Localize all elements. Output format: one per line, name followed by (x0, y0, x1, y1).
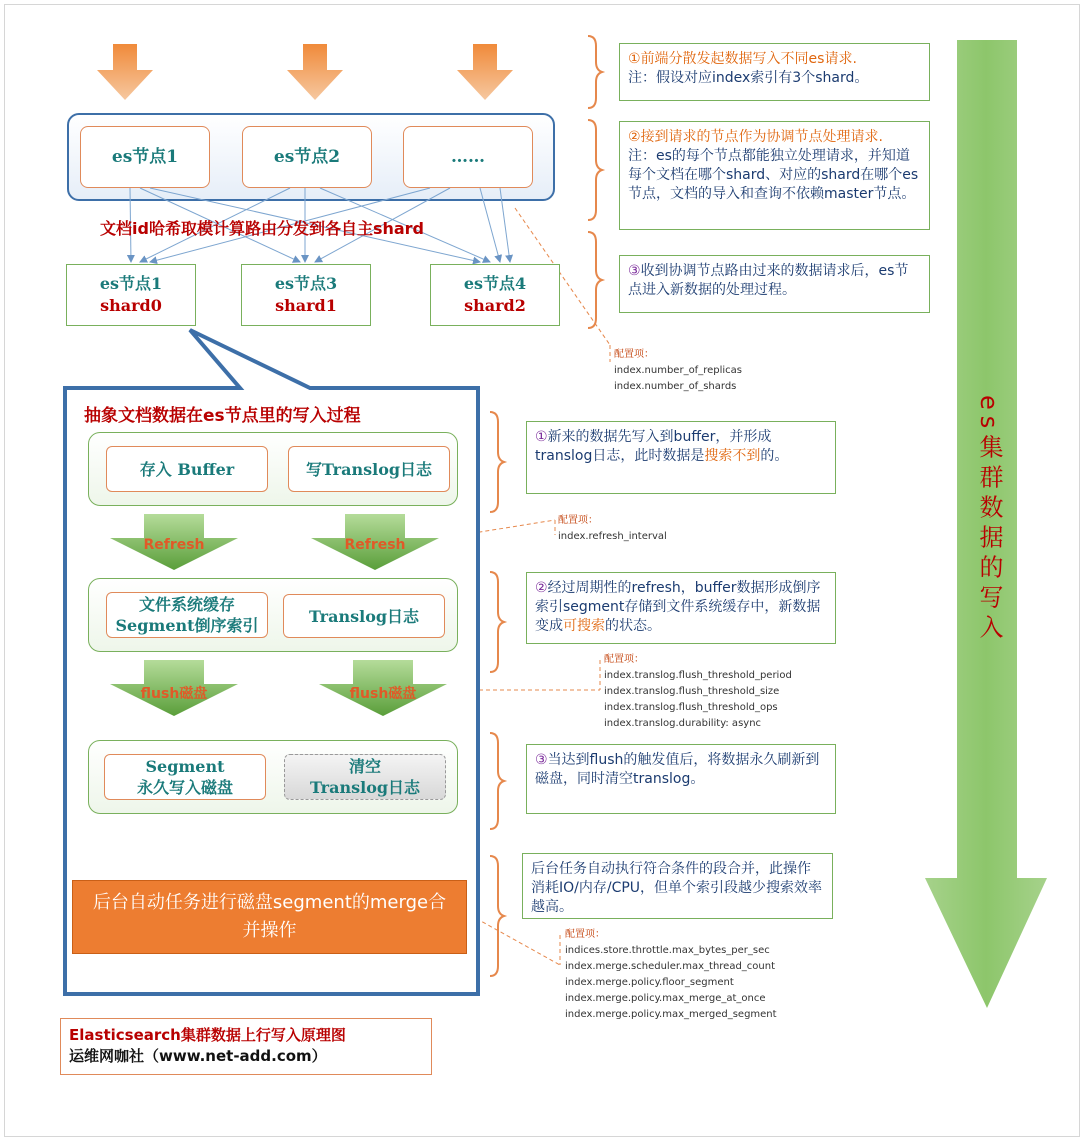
shard-node-label: es节点1 (99, 274, 163, 293)
merge-task-box: 后台自动任务进行磁盘segment的merge合并操作 (72, 880, 467, 954)
side-label: es集群数据的写入 (975, 395, 1003, 645)
note-text: 当达到flush的触发值后，将数据永久刷新到磁盘，同时清空translog。 (535, 752, 820, 787)
shard-node-label: es节点4 (463, 274, 527, 293)
shard-name-label: shard2 (464, 296, 526, 315)
translog-write-box: 写Translog日志 (288, 446, 450, 492)
config-items: indices.store.throttle.max_bytes_per_sec index.merge.scheduler.max_thread_count index.merge.policy.floor_segment index.merge.policy.max_merge_at_once index.merge.policy.max_merged_segment (565, 945, 777, 1020)
segment-disk-box: Segment 永久写入磁盘 (104, 754, 266, 800)
note-highlight: 可搜索 (563, 618, 605, 634)
note-detail-3 (526, 744, 836, 814)
config-title: 配置项： (614, 349, 654, 360)
note-num: ③ (535, 752, 548, 768)
note-num: ① (628, 51, 641, 67)
shard-box-2 (241, 264, 371, 326)
config-merge (565, 927, 777, 1023)
fs-cache-segment-box: 文件系统缓存 Segment倒序索引 (106, 592, 268, 638)
note-text: 后台任务自动执行符合条件的段合并，此操作消耗IO/内存/CPU，但单个索引段越少搜索效率越高。 (531, 861, 823, 915)
config-title: 配置项： (565, 929, 605, 940)
note-sub: 注：假设对应index索引有3个shard。 (628, 70, 869, 86)
coord-node-1: es节点1 (80, 126, 210, 188)
note-step-2 (619, 121, 930, 230)
shard-node-label: es节点3 (274, 274, 338, 293)
note-step-1 (619, 43, 930, 101)
footer-box (60, 1018, 432, 1075)
config-items: index.number_of_replicas index.number_of_shards (614, 365, 742, 392)
note-num: ② (535, 580, 548, 596)
note-text: 新来的数据先写入到buffer，并形成translog日志，此时数据是 (535, 429, 772, 464)
shard-name-label: shard0 (100, 296, 162, 315)
shard-name-label: shard1 (275, 296, 337, 315)
translog-box: Translog日志 (283, 594, 445, 638)
footer-site: 运维网咖社（www.net-add.com） (69, 1047, 327, 1065)
config-refresh (558, 513, 667, 545)
note-num: ② (628, 129, 641, 145)
coord-node-ellipsis: …… (403, 126, 533, 188)
note-step-3 (619, 255, 930, 313)
config-items: index.translog.flush_threshold_period index.translog.flush_threshold_size index.translog.flush_threshold_ops index.translog.durability: async (604, 670, 792, 729)
coord-node-2: es节点2 (242, 126, 372, 188)
note-num: ③ (628, 263, 641, 279)
route-label: 文档id哈希取模计算路由分发到各自主shard (100, 219, 424, 238)
note-detail-merge (522, 853, 833, 919)
note-sub: 注：es的每个节点都能独立处理请求，并知道每个文档在哪个shard、对应的shard在哪个es节点，文档的导入和查询不依赖master节点。 (628, 148, 919, 202)
flush-label-2: flush磁盘 (349, 686, 417, 702)
note-text-end: 的。 (760, 448, 789, 464)
buffer-box: 存入 Buffer (106, 446, 268, 492)
note-detail-2 (526, 572, 836, 644)
note-detail-1 (526, 421, 836, 494)
note-text-end: 的状态。 (605, 618, 661, 634)
config-shards (614, 347, 742, 395)
shard-box-1 (66, 264, 196, 326)
note-text: 收到协调节点路由过来的数据请求后，es节点进入新数据的处理过程。 (628, 263, 909, 298)
footer-title: Elasticsearch集群数据上行写入原理图 (69, 1026, 346, 1044)
note-highlight: 搜索不到 (704, 448, 761, 464)
config-items: index.refresh_interval (558, 531, 667, 542)
shard-box-3 (430, 264, 560, 326)
detail-title: 抽象文档数据在es节点里的写入过程 (84, 406, 361, 426)
note-text: 经过周期性的refresh，buffer数据形成倒序索引segment存储到文件系统缓存中，新数据变成 (535, 580, 821, 634)
clear-translog-box: 清空 Translog日志 (284, 754, 446, 800)
note-num: ① (535, 429, 548, 445)
config-title: 配置项： (558, 515, 598, 526)
config-flush (604, 652, 792, 732)
note-text: 接到请求的节点作为协调节点处理请求. (640, 129, 884, 145)
flush-label-1: flush磁盘 (140, 686, 208, 702)
config-title: 配置项： (604, 654, 644, 665)
refresh-label-1: Refresh (143, 537, 205, 553)
note-text: 前端分散发起数据写入不同es请求. (640, 51, 857, 67)
refresh-label-2: Refresh (344, 537, 406, 553)
